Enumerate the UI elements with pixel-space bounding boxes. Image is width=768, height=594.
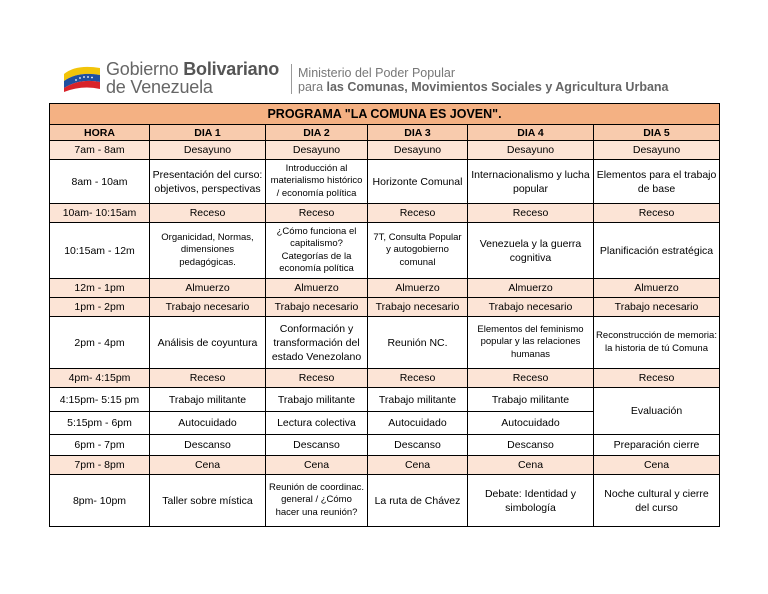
activity-cell: Internacionalismo y lucha popular [468, 160, 594, 204]
activity-cell: Cena [468, 456, 594, 475]
time-cell: 10am- 10:15am [50, 204, 150, 223]
activity-cell: Presentación del curso: objetivos, perspectivas [150, 160, 266, 204]
activity-cell: Trabajo necesario [266, 298, 368, 317]
table-row [50, 475, 720, 527]
activity-cell: Cena [368, 456, 468, 475]
activity-cell: Planificación estratégica [594, 223, 720, 279]
activity-cell: Elementos del feminismo popular y las relaciones humanas [468, 317, 594, 369]
activity-cell: Receso [594, 204, 720, 223]
ministry-name: Ministerio del Poder Popular para las Comunas, Movimientos Sociales y Agricultura Urbana [298, 66, 669, 94]
activity-cell: Almuerzo [266, 279, 368, 298]
table-row [50, 317, 720, 369]
venezuela-flag-logo [62, 62, 102, 92]
activity-cell: Desayuno [368, 141, 468, 160]
activity-cell: Receso [266, 369, 368, 388]
activity-cell: Debate: Identidad y simbología [468, 475, 594, 527]
activity-cell: Almuerzo [468, 279, 594, 298]
column-header: DIA 2 [266, 125, 368, 141]
activity-cell: Almuerzo [150, 279, 266, 298]
column-header: DIA 5 [594, 125, 720, 141]
table-row [50, 435, 720, 456]
activity-cell: Receso [594, 369, 720, 388]
activity-cell: Taller sobre mística [150, 475, 266, 527]
activity-cell: La ruta de Chávez [368, 475, 468, 527]
activity-cell: Trabajo militante [468, 388, 594, 412]
activity-cell: Cena [150, 456, 266, 475]
activity-cell: Descanso [266, 435, 368, 456]
activity-cell: Lectura colectiva [266, 412, 368, 435]
activity-cell: Trabajo necesario [594, 298, 720, 317]
government-logo-text: Gobierno Bolivariano de Venezuela [106, 59, 280, 97]
time-cell: 8pm- 10pm [50, 475, 150, 527]
column-header: HORA [50, 125, 150, 141]
ministry-header [62, 56, 702, 100]
activity-cell: Trabajo necesario [150, 298, 266, 317]
activity-cell: Introducción al materialismo histórico / economía política [266, 160, 368, 204]
column-header: DIA 3 [368, 125, 468, 141]
activity-cell: Organicidad, Normas, dimensiones pedagógicas. [150, 223, 266, 279]
activity-cell: Receso [468, 204, 594, 223]
activity-cell: Evaluación [594, 388, 720, 435]
activity-cell: Receso [266, 204, 368, 223]
column-header-row [50, 125, 720, 141]
activity-cell: Descanso [150, 435, 266, 456]
activity-cell: Trabajo necesario [368, 298, 468, 317]
activity-cell: Desayuno [266, 141, 368, 160]
program-title: PROGRAMA "LA COMUNA ES JOVEN". [50, 104, 720, 125]
activity-cell: Trabajo militante [150, 388, 266, 412]
activity-cell: Cena [266, 456, 368, 475]
column-header: DIA 4 [468, 125, 594, 141]
activity-cell: Horizonte Comunal [368, 160, 468, 204]
activity-cell: Conformación y transformación del estado Venezolano [266, 317, 368, 369]
table-row [50, 160, 720, 204]
activity-cell: Desayuno [594, 141, 720, 160]
table-row [50, 456, 720, 475]
time-cell: 4:15pm- 5:15 pm [50, 388, 150, 412]
activity-cell: Reconstrucción de memoria: la historia de tú Comuna [594, 317, 720, 369]
time-cell: 7pm - 8pm [50, 456, 150, 475]
table-row [50, 204, 720, 223]
table-row [50, 369, 720, 388]
activity-cell: Reunión NC. [368, 317, 468, 369]
activity-cell: Desayuno [468, 141, 594, 160]
activity-cell: Autocuidado [150, 412, 266, 435]
activity-cell: Venezuela y la guerra cognitiva [468, 223, 594, 279]
time-cell: 5:15pm - 6pm [50, 412, 150, 435]
time-cell: 8am - 10am [50, 160, 150, 204]
activity-cell: Trabajo militante [368, 388, 468, 412]
activity-cell: Trabajo militante [266, 388, 368, 412]
activity-cell: Trabajo necesario [468, 298, 594, 317]
table-row [50, 141, 720, 160]
header-divider [291, 64, 292, 94]
activity-cell: Receso [368, 369, 468, 388]
table-row [50, 298, 720, 317]
time-cell: 6pm - 7pm [50, 435, 150, 456]
activity-cell: Receso [150, 204, 266, 223]
column-header: DIA 1 [150, 125, 266, 141]
table-row [50, 223, 720, 279]
time-cell: 2pm - 4pm [50, 317, 150, 369]
activity-cell: Noche cultural y cierre del curso [594, 475, 720, 527]
activity-cell: Descanso [368, 435, 468, 456]
activity-cell: Almuerzo [594, 279, 720, 298]
activity-cell: Reunión de coordinac. general / ¿Cómo hacer una reunión? [266, 475, 368, 527]
time-cell: 12m - 1pm [50, 279, 150, 298]
activity-cell: Preparación cierre [594, 435, 720, 456]
activity-cell: Desayuno [150, 141, 266, 160]
time-cell: 10:15am - 12m [50, 223, 150, 279]
table-row [50, 388, 720, 412]
activity-cell: Descanso [468, 435, 594, 456]
table-row [50, 279, 720, 298]
activity-cell: Receso [468, 369, 594, 388]
activity-cell: 7T, Consulta Popular y autogobierno comunal [368, 223, 468, 279]
schedule-table [49, 103, 720, 527]
activity-cell: Cena [594, 456, 720, 475]
time-cell: 7am - 8am [50, 141, 150, 160]
activity-cell: Elementos para el trabajo de base [594, 160, 720, 204]
time-cell: 4pm- 4:15pm [50, 369, 150, 388]
activity-cell: Autocuidado [468, 412, 594, 435]
time-cell: 1pm - 2pm [50, 298, 150, 317]
activity-cell: ¿Cómo funciona el capitalismo? Categorías de la economía política [266, 223, 368, 279]
activity-cell: Autocuidado [368, 412, 468, 435]
activity-cell: Receso [368, 204, 468, 223]
activity-cell: Almuerzo [368, 279, 468, 298]
activity-cell: Análisis de coyuntura [150, 317, 266, 369]
activity-cell: Receso [150, 369, 266, 388]
